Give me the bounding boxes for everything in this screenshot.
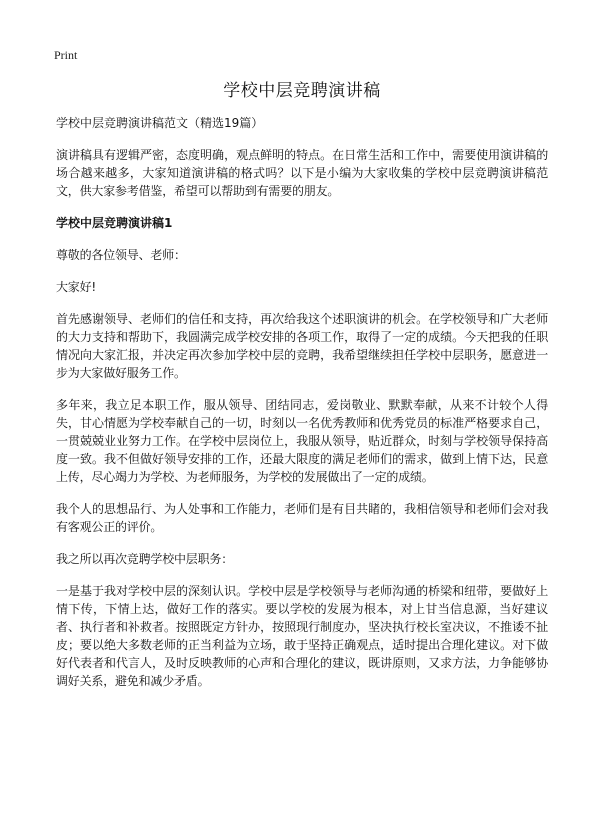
paragraph: 我之所以再次竞聘学校中层职务： xyxy=(56,552,234,566)
hello-line: 大家好! xyxy=(56,280,97,294)
greeting: 尊敬的各位领导、老师： xyxy=(56,248,186,262)
intro-paragraph: 演讲稿具有逻辑严密，态度明确，观点鲜明的特点。在日常生活和工作中，需要使用演讲稿的场合越来越多，大家知道演讲稿的格式吗？以下是小编为大家收集的学校中层竞聘演讲稿范文，供大家参考借鉴，希望可以帮助到有需要的朋友。 xyxy=(56,148,548,198)
paragraph: 首先感谢领导、老师们的信任和支持，再次给我这个述职演讲的机会。在学校领导和广大老师的大力支持和帮助下，我圆满完成学校安排的各项工作，取得了一定的成绩。今天把我的任职情况向大家汇报，并决定再次参加学校中层的竞聘，我希望继续担任学校中层职务，愿意进一步为大家做好服务工作。 xyxy=(56,312,548,380)
print-link[interactable]: Print xyxy=(54,48,78,62)
paragraph: 我个人的思想品行、为人处事和工作能力，老师们是有目共睹的，我相信领导和老师们会对我有客观公正的评价。 xyxy=(56,502,548,534)
page-title: 学校中层竞聘演讲稿 xyxy=(223,81,381,101)
paragraph: 多年来，我立足本职工作，服从领导、团结同志，爱岗敬业、默默奉献，从来不计较个人得失，甘心情愿为学校奉献自己的一切，时刻以一名优秀教师和优秀党员的标准严格要求自己，一贯兢兢业业努力工作。在学校中层岗位上，我服从领导，贴近群众，时刻与学校领导保持高度一致。我不但做好领导安排的工作，还最大限度的满足老师们的需求，做到上情下达，民意上传，尽心竭力为学校、为老师服务，为学校的发展做出了一定的成绩。 xyxy=(56,398,548,484)
paragraph: 一是基于我对学校中层的深刻认识。学校中层是学校领导与老师沟通的桥梁和纽带，要做好上情下传，下情上达，做好工作的落实。要以学校的发展为根本，对上甘当信息源，当好建议者、执行者和补救者。按照既定方针办，按照现行制度办，坚决执行校长室决议，不推诿不扯皮；要以绝大多数老师的正当利益为立场，敢于坚持正确观点，适时提出合理化建议。对下做好代表者和代言人，及时反映教师的心声和合理化的建议，既讲原则，又求方法，力争能够协调好关系，避免和减少矛盾。 xyxy=(56,584,548,688)
document-body xyxy=(56,78,548,704)
section-heading: 学校中层竞聘演讲稿1 xyxy=(56,216,173,230)
subtitle: 学校中层竞聘演讲稿范文（精选19篇） xyxy=(56,116,264,130)
